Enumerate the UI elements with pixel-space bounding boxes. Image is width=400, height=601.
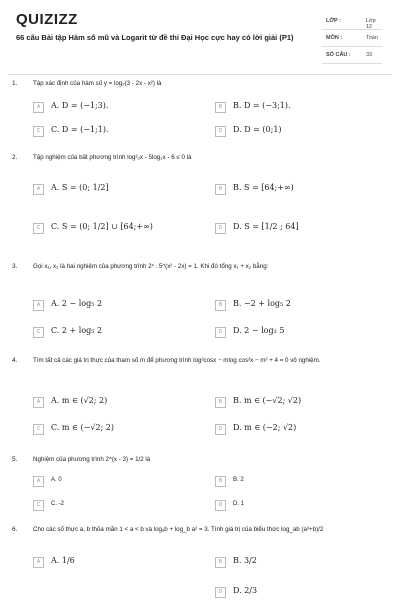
option-text: B. 2: [233, 477, 244, 483]
question-text: Tập nghiệm của bất phương trình log²₂x - 5log₂x - 6 ≤ 0 là: [33, 154, 192, 161]
option-text: A. m ∈ (√2; 2): [51, 396, 108, 405]
option-letter: D: [215, 126, 226, 137]
meta-table: [322, 13, 382, 64]
question-text: Tập xác định của hàm số y = log₂(3 - 2x - x²) là: [33, 80, 162, 87]
option-text: A. S = (0; 1/2]: [51, 183, 109, 192]
option-letter: D: [215, 424, 226, 435]
option-letter: C: [33, 223, 44, 234]
option-text: C. S = (0; 1/2] ∪ [64;+∞): [51, 222, 153, 231]
option-letter: B: [215, 476, 226, 487]
option-letter: C: [33, 500, 44, 511]
meta-value: Lớp 12: [366, 18, 376, 30]
option-letter: B: [215, 557, 226, 568]
option-text: C. D = (−1;1).: [51, 125, 109, 134]
option-letter: D: [215, 500, 226, 511]
option-letter: B: [215, 102, 226, 113]
logo: QUIZIZZ: [16, 11, 78, 28]
meta-value: 33: [366, 52, 373, 58]
option-text: A. 1/6: [51, 556, 75, 565]
option-letter: A: [33, 557, 44, 568]
option-letter: B: [215, 184, 226, 195]
option-letter: A: [33, 184, 44, 195]
header: [0, 0, 400, 68]
meta-row-class: [322, 13, 382, 30]
option-text: D. m ∈ (−2; √2): [233, 423, 297, 432]
question-number: 3.: [12, 263, 18, 270]
meta-key: MÔN :: [326, 35, 343, 41]
option-letter: D: [215, 587, 226, 598]
meta-key: SỐ CÂU :: [326, 52, 351, 58]
option-text: C. m ∈ (−√2; 2): [51, 423, 114, 432]
question-text: Tìm tất cả các giá trị thực của tham số m để phương trình log²cosx − mlog cos²x − m² + 4 = 0 vô nghiệm.: [33, 357, 321, 364]
question-number: 6.: [12, 526, 18, 533]
option-text: C. 2 + log₅ 2: [51, 326, 103, 335]
option-letter: C: [33, 327, 44, 338]
question-text: Nghiệm của phương trình 2^(x - 3) = 1/2 là: [33, 456, 151, 463]
divider: [8, 74, 392, 75]
option-letter: B: [215, 300, 226, 311]
meta-row-count: [322, 47, 382, 64]
option-text: B. −2 + log₅ 2: [233, 299, 291, 308]
option-letter: D: [215, 223, 226, 234]
question-number: 1.: [12, 80, 18, 87]
option-letter: C: [33, 126, 44, 137]
meta-row-subject: [322, 30, 382, 47]
option-letter: A: [33, 300, 44, 311]
option-text: A. 0: [51, 477, 62, 483]
question-text: Cho các số thực a, b thỏa mãn 1 < a < b và logₐb + log_b a² = 3. Tính giá trị của biểu thức log_ab (a²+b)/2: [33, 526, 324, 533]
option-text: B. D = (−3;1).: [233, 101, 291, 110]
option-text: B. S = [64;+∞): [233, 183, 294, 192]
option-letter: C: [33, 424, 44, 435]
option-letter: D: [215, 327, 226, 338]
option-text: D. 2/3: [233, 586, 258, 595]
option-letter: A: [33, 397, 44, 408]
option-text: A. D = (−1;3).: [51, 101, 109, 110]
question-text: Gọi x₁, x₂ là hai nghiệm của phương trình 2ˣ . 5^(x² - 2x) = 1. Khi đó tổng x₁ + x₂ bằng:: [33, 263, 269, 270]
question-number: 5.: [12, 456, 18, 463]
option-text: C. -2: [51, 501, 65, 507]
option-letter: B: [215, 397, 226, 408]
option-text: D. S = [1/2 ; 64]: [233, 222, 299, 231]
meta-key: LỚP :: [326, 18, 341, 24]
option-text: B. 3/2: [233, 556, 257, 565]
option-text: B. m ∈ (−√2; √2): [233, 396, 302, 405]
option-text: A. 2 − log₅ 2: [51, 299, 103, 308]
meta-value: Toán: [366, 35, 378, 41]
option-letter: A: [33, 102, 44, 113]
option-text: D. 1: [233, 501, 245, 507]
option-letter: A: [33, 476, 44, 487]
question-number: 4.: [12, 357, 18, 364]
option-text: D. D = (0;1): [233, 125, 282, 134]
option-text: D. 2 − log₂ 5: [233, 326, 285, 335]
page-title: 66 câu Bài tập Hàm số mũ và Logarit từ đề thi Đại Học cực hay có lời giải (P1): [16, 33, 294, 42]
question-number: 2.: [12, 154, 18, 161]
